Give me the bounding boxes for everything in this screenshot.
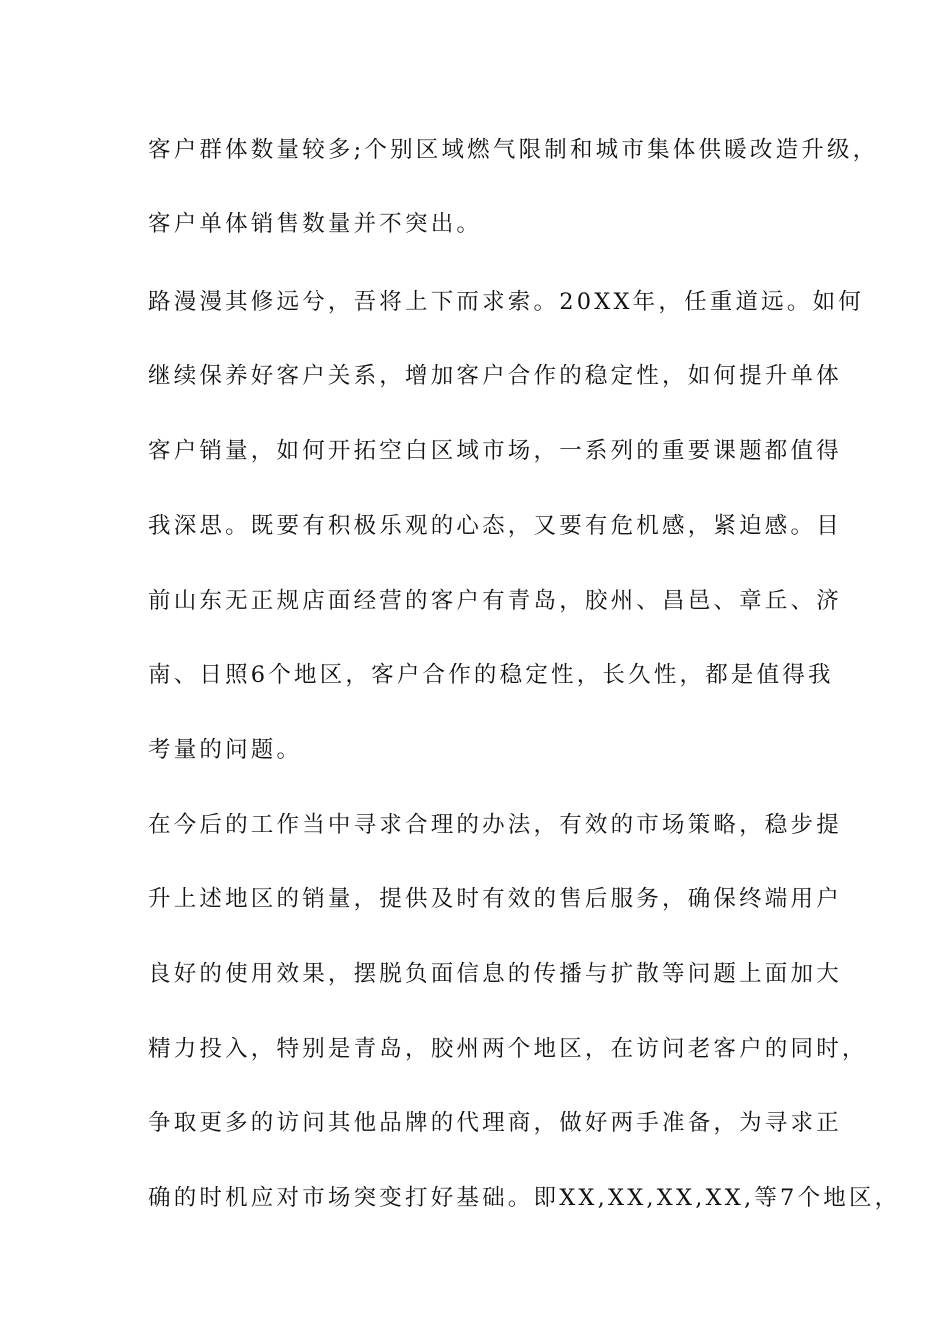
text-line: 考量的问题。 <box>148 737 303 763</box>
text-line: 客户群体数量较多;个别区域燃气限制和城市集体供暖改造升级， <box>148 137 879 163</box>
text-line: 争取更多的访问其他品牌的代理商，做好两手准备，为寻求正 <box>148 1110 842 1136</box>
text-line: 南、日照6个地区，客户合作的稳定性，长久性，都是值得我 <box>148 662 834 688</box>
text-line: 精力投入，特别是青岛，胶州两个地区，在访问老客户的同时， <box>148 1036 868 1062</box>
text-line: 路漫漫其修远兮，吾将上下而求索。20XX年，任重道远。如何 <box>148 289 864 315</box>
text-line: 确的时机应对市场突变打好基础。即XX,XX,XX,XX,等7个地区， <box>148 1185 901 1211</box>
text-line: 升上述地区的销量，提供及时有效的售后服务，确保终端用户 <box>148 886 842 912</box>
text-line: 继续保养好客户关系，增加客户合作的稳定性，如何提升单体 <box>148 363 842 389</box>
text-line: 客户销量，如何开拓空白区域市场，一系列的重要课题都值得 <box>148 438 842 464</box>
text-line: 客户单体销售数量并不突出。 <box>148 211 483 237</box>
text-line: 前山东无正规店面经营的客户有青岛，胶州、昌邑、章丘、济 <box>148 588 842 614</box>
text-line: 良好的使用效果，摆脱负面信息的传播与扩散等问题上面加大 <box>148 961 842 987</box>
text-line: 在今后的工作当中寻求合理的办法，有效的市场策略，稳步提 <box>148 812 842 838</box>
text-line: 我深思。既要有积极乐观的心态，又要有危机感，紧迫感。目 <box>148 513 842 539</box>
